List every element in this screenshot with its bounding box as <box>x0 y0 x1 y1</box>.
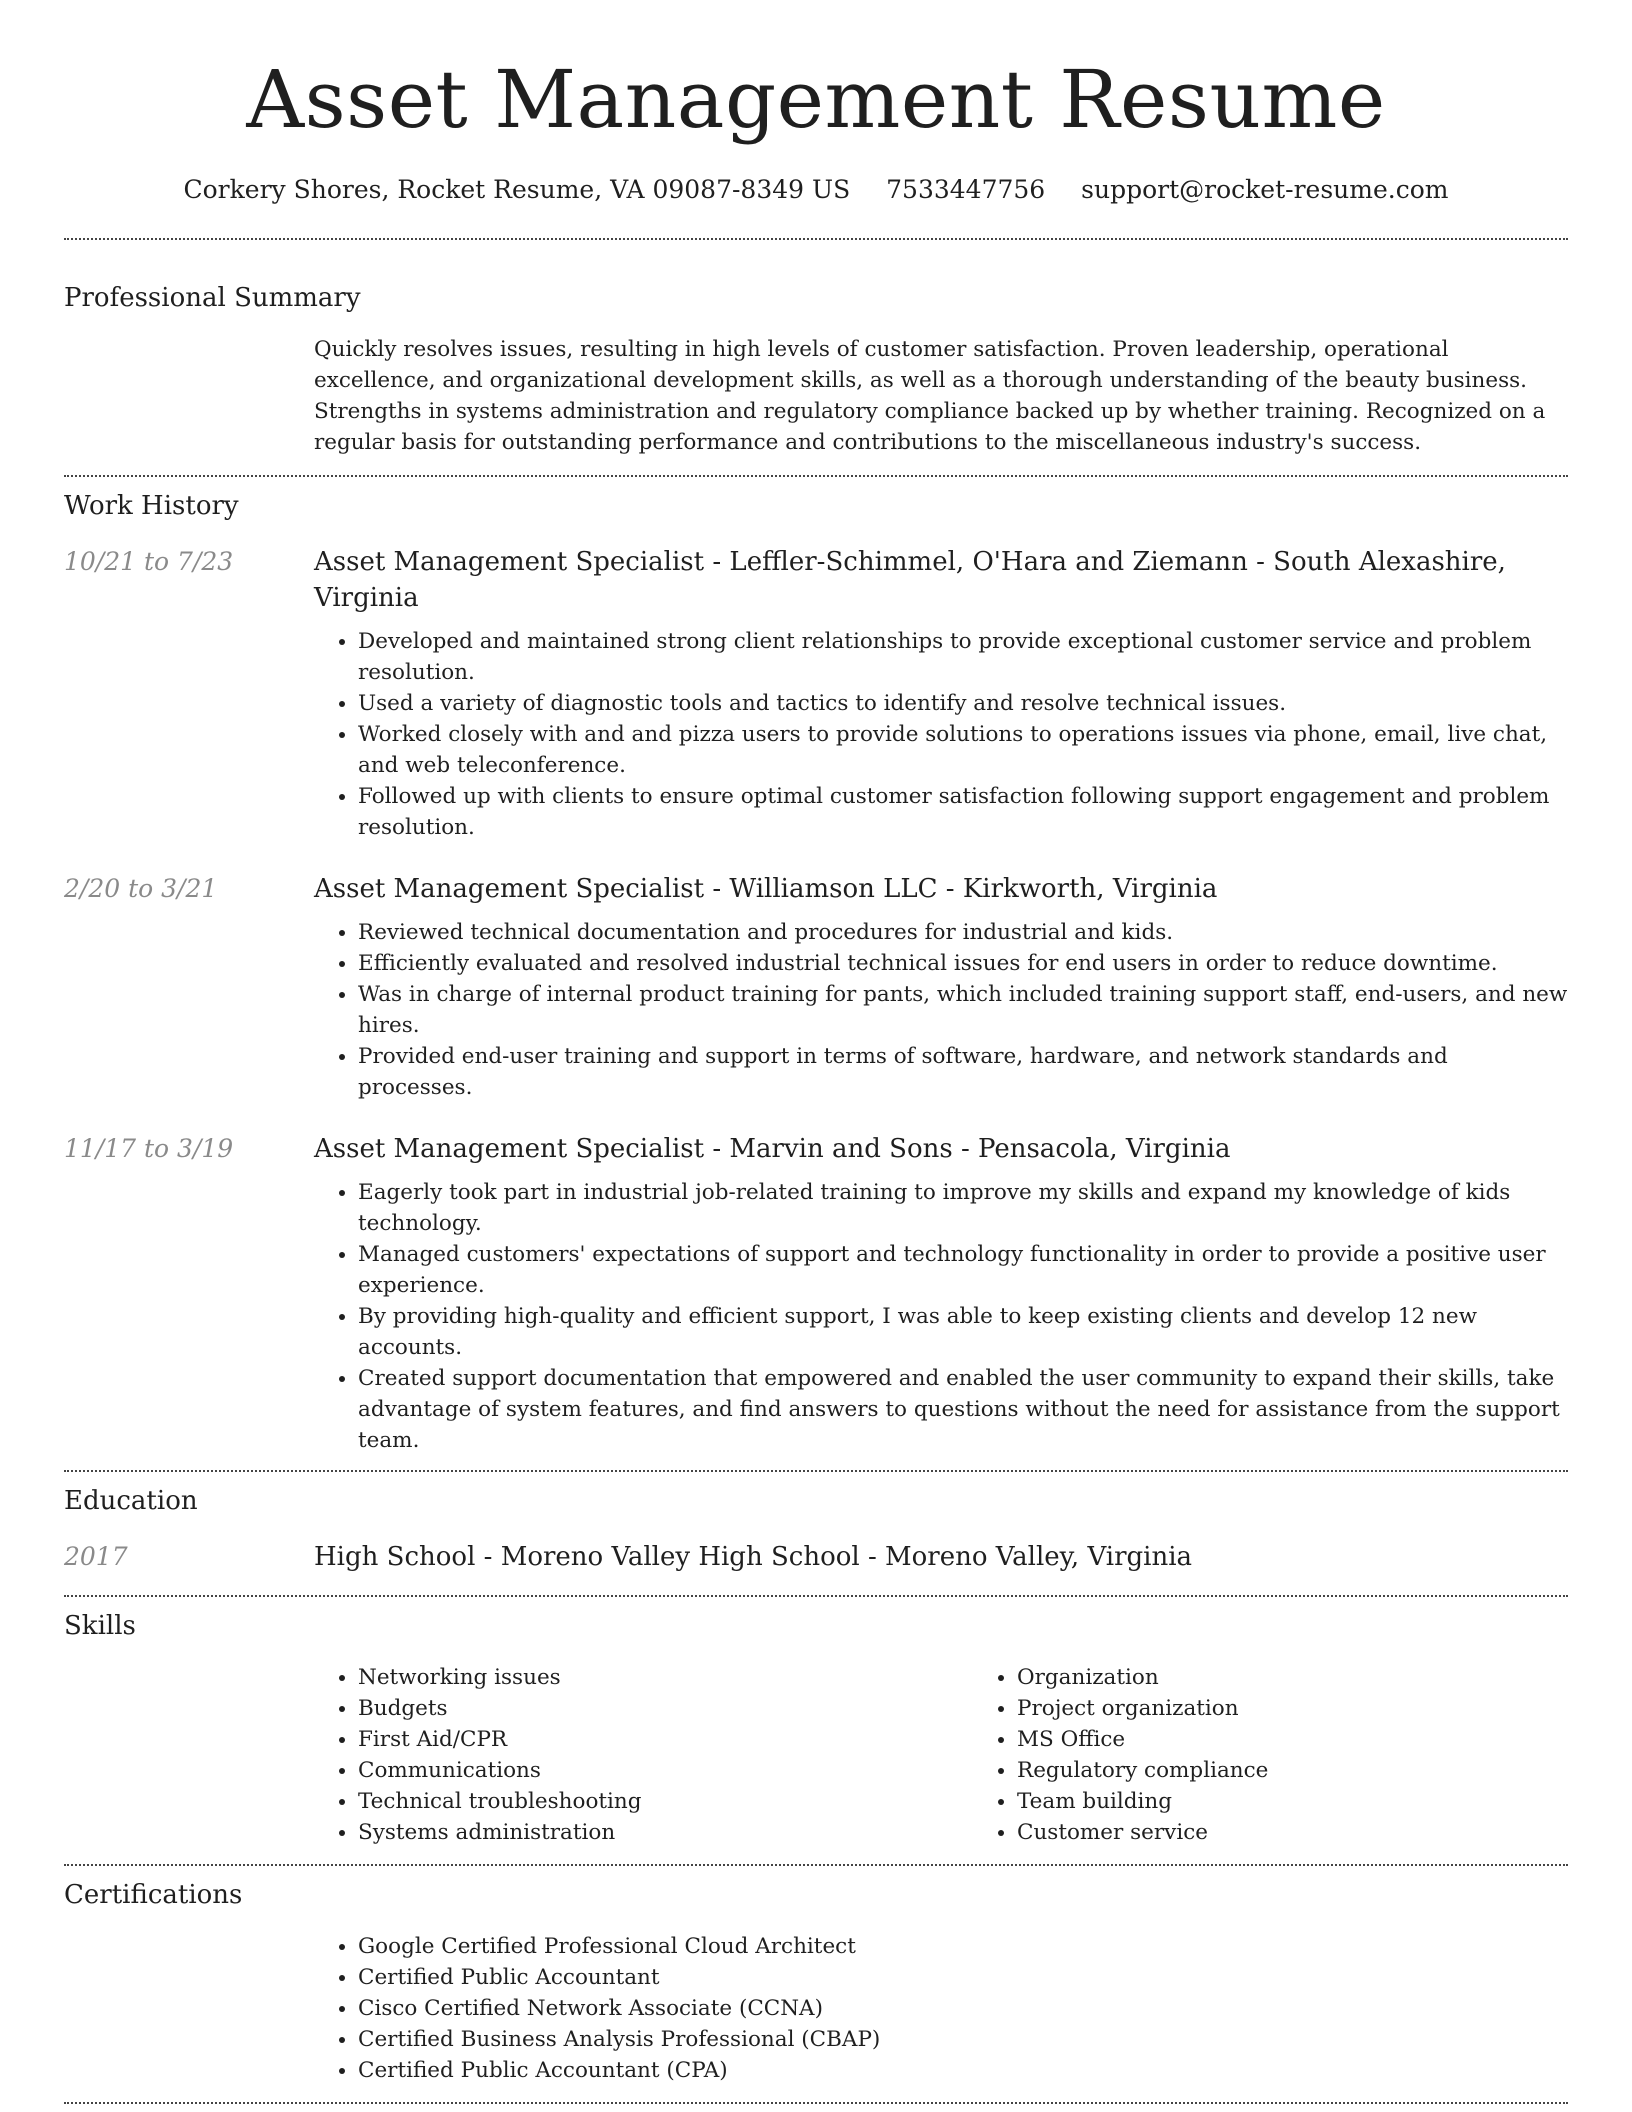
skill-item: • First Aid/CPR <box>358 1724 973 1755</box>
job-employer-location: - Williamson LLC - Kirkworth, Virginia <box>704 874 1218 904</box>
job-bullet: • Followed up with clients to ensure optimal customer satisfaction following support engagement and problem resolution. <box>358 781 1568 843</box>
certification-item: • Certified Public Accountant (CPA) <box>358 2055 1568 2086</box>
certifications-list <box>314 1931 1568 2086</box>
divider <box>64 1864 1568 1866</box>
skill-item: • Budgets <box>358 1693 973 1724</box>
job-entry <box>64 871 1568 1103</box>
contact-phone: 7533447756 <box>886 175 1046 204</box>
divider <box>64 238 1568 240</box>
job-title: Asset Management Specialist <box>314 547 705 577</box>
job-employer-location: - Marvin and Sons - Pensacola, Virginia <box>704 1134 1231 1164</box>
contact-email: support@rocket-resume.com <box>1081 175 1449 204</box>
resume-title: Asset Management Resume <box>246 53 1386 146</box>
job-bullet: • By providing high-quality and efficient support, I was able to keep existing clients and develop 12 new accounts. <box>358 1301 1568 1363</box>
job-bullet: • Managed customers' expectations of support and technology functionality in order to provide a positive user experience. <box>358 1239 1568 1301</box>
skill-item: • MS Office <box>1017 1724 1632 1755</box>
job-heading <box>314 871 1568 907</box>
job-heading <box>314 1131 1568 1167</box>
skills-list-right <box>973 1662 1632 1848</box>
education-degree: High School <box>314 1542 476 1572</box>
resume-page <box>64 0 1568 2104</box>
skill-item: • Regulatory compliance <box>1017 1755 1632 1786</box>
skill-item: • Project organization <box>1017 1693 1632 1724</box>
divider <box>64 475 1568 477</box>
job-bullet: • Created support documentation that empowered and enabled the user community to expand their skills, take advantage of system features, and find answers to questions without the need for assistance from the support team. <box>358 1363 1568 1456</box>
job-bullet: • Eagerly took part in industrial job-related training to improve my skills and expand my knowledge of kids technology. <box>358 1177 1568 1239</box>
skill-item: • Customer service <box>1017 1817 1632 1848</box>
divider <box>64 2102 1568 2104</box>
certification-item: • Google Certified Professional Cloud Architect <box>358 1931 1568 1962</box>
job-bullets <box>314 1177 1568 1456</box>
skill-item: • Organization <box>1017 1662 1632 1693</box>
skill-item: • Systems administration <box>358 1817 973 1848</box>
job-bullet: • Used a variety of diagnostic tools and tactics to identify and resolve technical issues. <box>358 688 1568 719</box>
job-dates: 10/21 to 7/23 <box>64 547 234 576</box>
job-bullets <box>314 626 1568 843</box>
skill-item: • Networking issues <box>358 1662 973 1693</box>
education-year: 2017 <box>64 1542 128 1571</box>
divider <box>64 1595 1568 1597</box>
job-bullet: • Efficiently evaluated and resolved industrial technical issues for end users in order to reduce downtime. <box>358 948 1568 979</box>
job-entry <box>64 1131 1568 1456</box>
certification-item: • Certified Public Accountant <box>358 1962 1568 1993</box>
job-bullets <box>314 917 1568 1103</box>
section-title-education: Education <box>64 1486 198 1516</box>
job-entry <box>64 544 1568 843</box>
summary-text: Quickly resolves issues, resulting in high levels of customer satisfaction. Proven leadership, operational excellence, and organizational development skills, as well as a thorough understanding of the beauty business. Strengths in systems administration and regulatory compliance backed up by whether training. Recognized on a regular basis for outstanding performance and contributions to the miscellaneous industry's success. <box>314 337 1546 455</box>
education-heading <box>314 1539 1568 1575</box>
skill-item: • Team building <box>1017 1786 1632 1817</box>
job-bullet: • Was in charge of internal product training for pants, which included training support staff, end-users, and new hires. <box>358 979 1568 1041</box>
job-employer-location: - Leffler-Schimmel, O'Hara and Ziemann - South Alexashire, Virginia <box>314 547 1506 613</box>
section-title-certifications: Certifications <box>64 1880 243 1910</box>
skill-item: • Communications <box>358 1755 973 1786</box>
job-bullet: • Worked closely with and and pizza users to provide solutions to operations issues via phone, email, live chat, and web teleconference. <box>358 719 1568 781</box>
job-bullet: • Reviewed technical documentation and procedures for industrial and kids. <box>358 917 1568 948</box>
skills-grid <box>314 1662 1632 1848</box>
divider <box>64 1470 1568 1472</box>
skill-item: • Technical troubleshooting <box>358 1786 973 1817</box>
section-title-work-history: Work History <box>64 491 239 521</box>
job-bullet: • Developed and maintained strong client relationships to provide exceptional customer service and problem resolution. <box>358 626 1568 688</box>
certification-item: • Cisco Certified Network Associate (CCNA) <box>358 1993 1568 2024</box>
contact-address: Corkery Shores, Rocket Resume, VA 09087-8349 US <box>183 175 851 204</box>
job-heading <box>314 544 1568 616</box>
section-title-summary: Professional Summary <box>64 283 361 313</box>
job-title: Asset Management Specialist <box>314 1134 705 1164</box>
job-title: Asset Management Specialist <box>314 874 705 904</box>
education-school-location: - Moreno Valley High School - Moreno Valley, Virginia <box>475 1542 1193 1572</box>
job-dates: 11/17 to 3/19 <box>64 1134 234 1163</box>
contact-line <box>64 172 1568 208</box>
certification-item: • Certified Business Analysis Professional (CBAP) <box>358 2024 1568 2055</box>
job-bullet: • Provided end-user training and support in terms of software, hardware, and network standards and processes. <box>358 1041 1568 1103</box>
section-title-skills: Skills <box>64 1611 136 1641</box>
job-dates: 2/20 to 3/21 <box>64 874 218 903</box>
skills-list-left <box>314 1662 973 1848</box>
